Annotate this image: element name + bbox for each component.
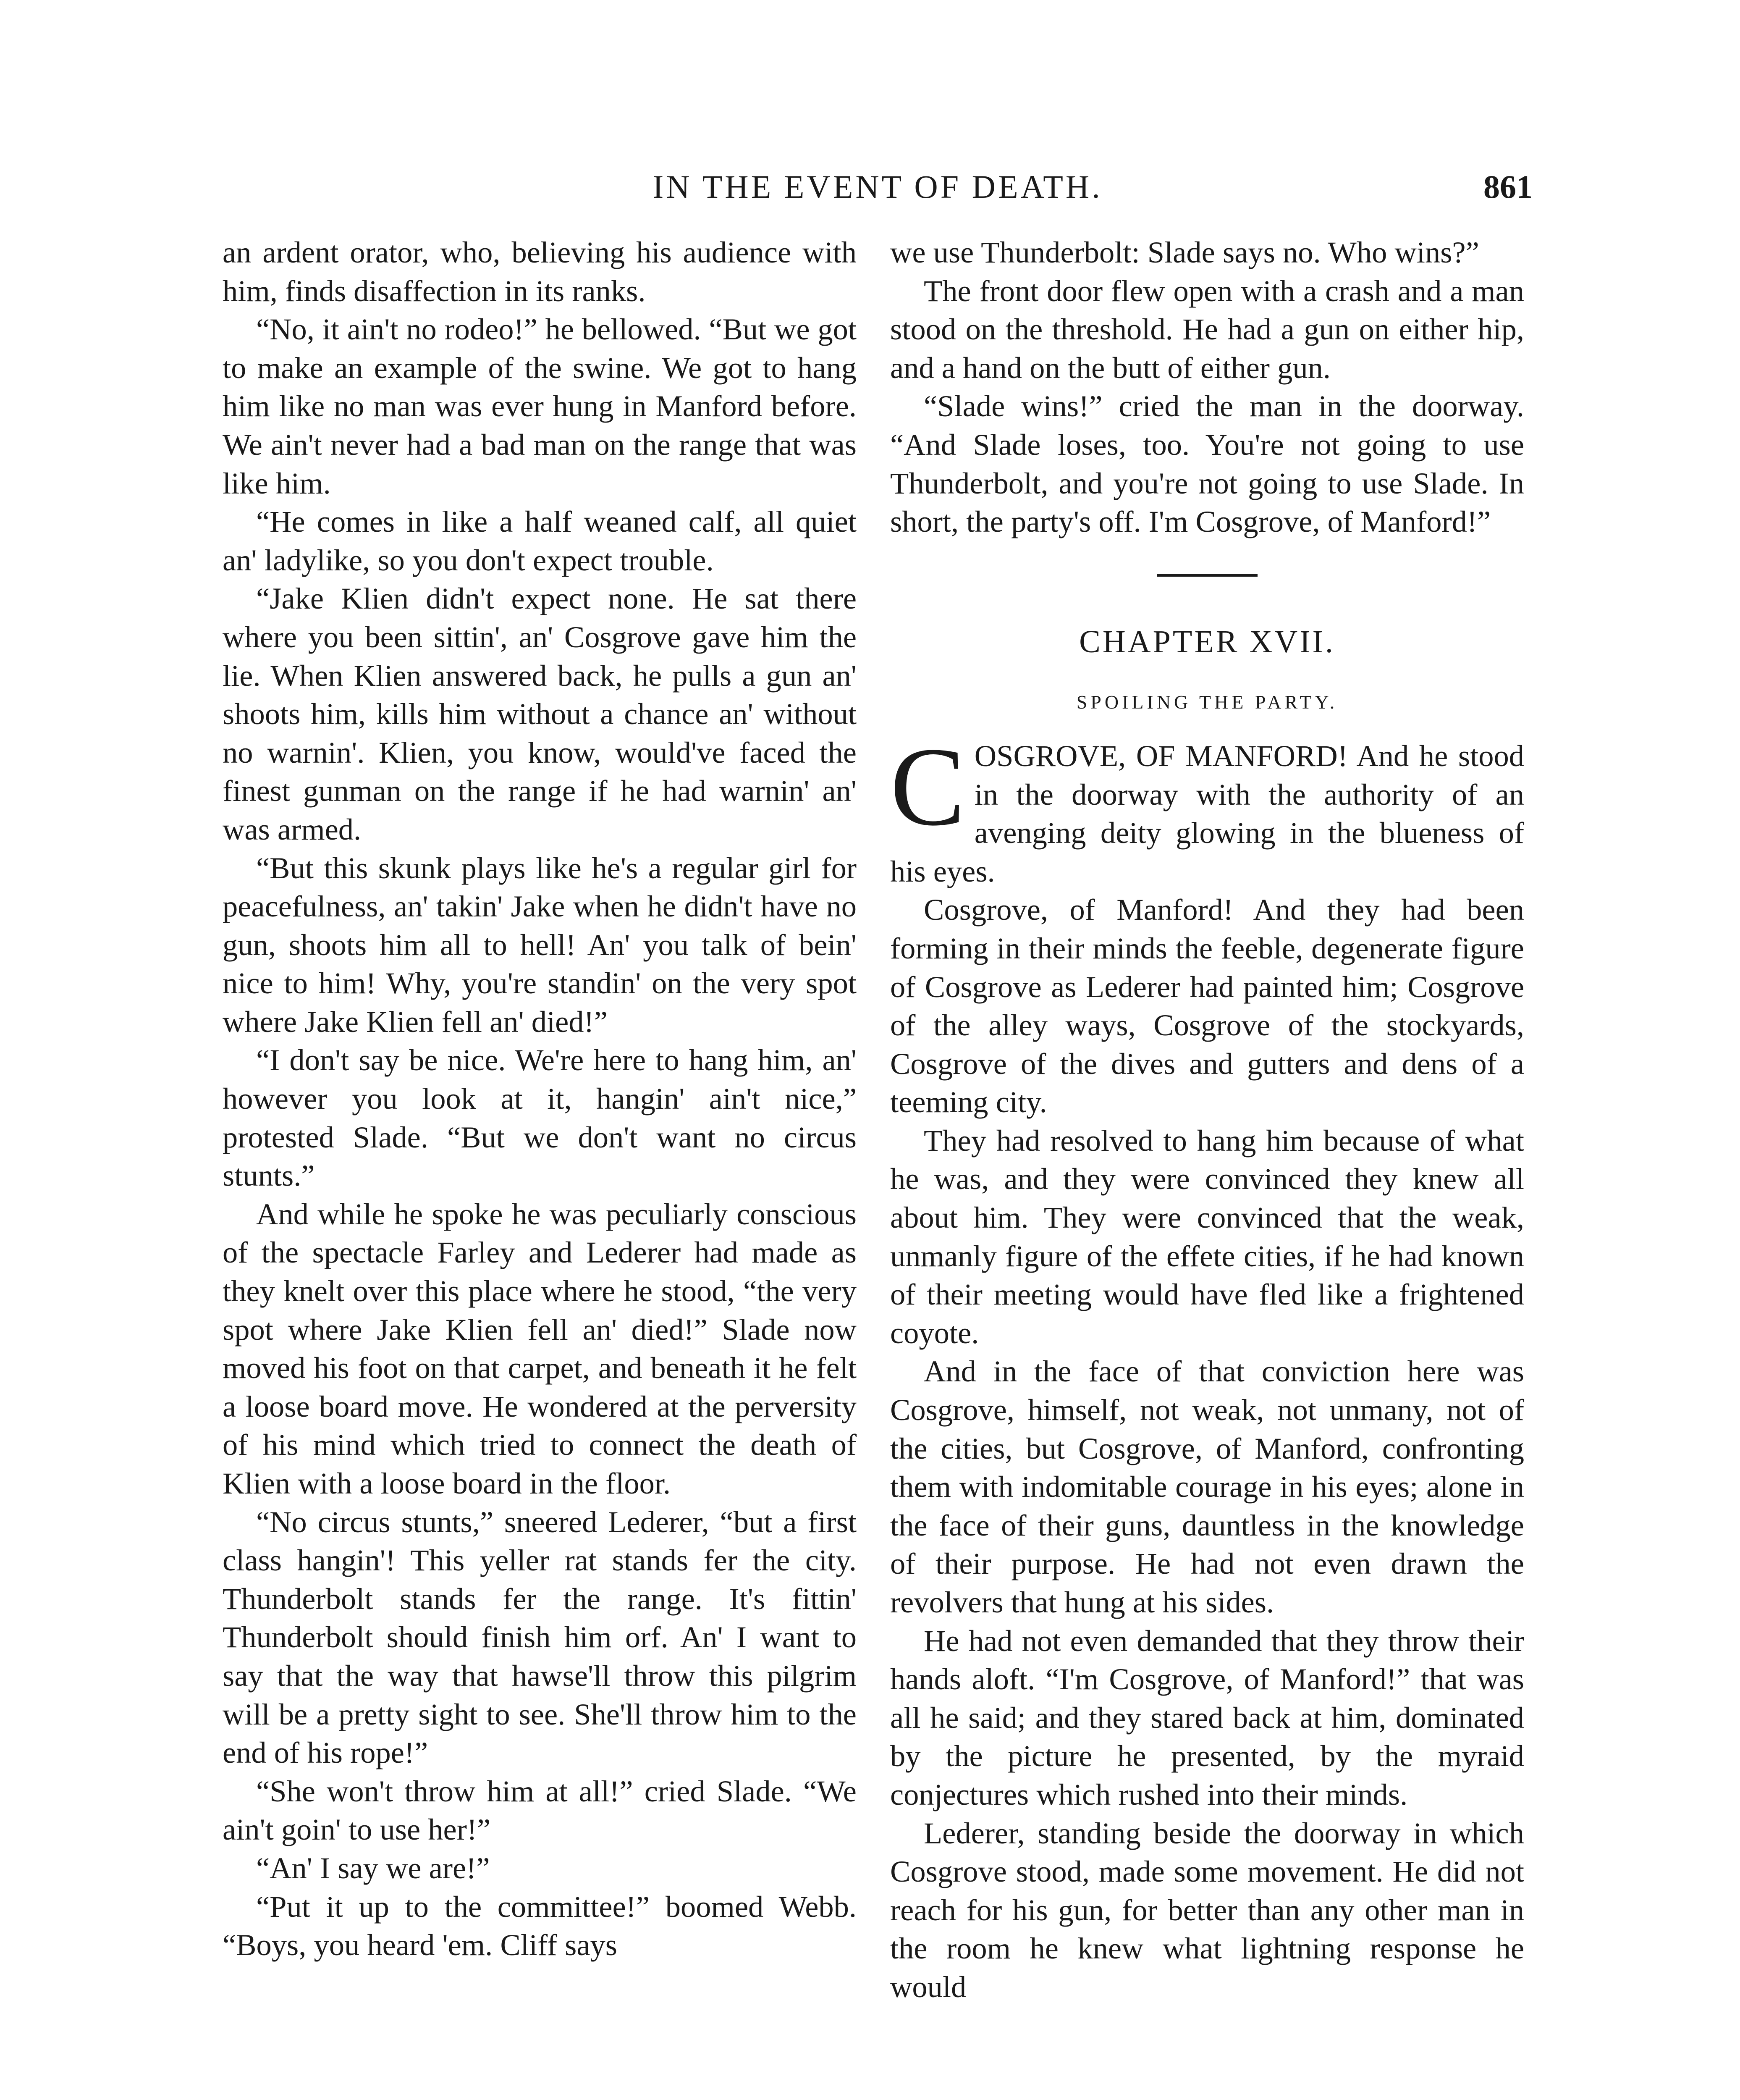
paragraph: The front door flew open with a crash and a man stood on the threshold. He had a gun on either hip, and a hand on the butt of either gun. [890,273,1524,385]
paragraph: “I don't say be nice. We're here to hang him, an' however you look at it, hangin' ain't nice,” protested Slade. “But we don't want no circus stunts.” [223,1043,857,1193]
paragraph: “Put it up to the committee!” boomed Webb. “Boys, you heard 'em. Cliff says [223,1889,857,1962]
chapter-opening-text: OSGROVE, OF MANFORD! And he stood in the doorway with the authority of an avenging deity glowing in the blueness of his eyes. [890,738,1524,888]
paragraph: They had resolved to hang him because of what he was, and they were convinced they knew all about him. They were convinced that the weak, unmanly figure of the effete cities, if he had known of their meeting would have fled like a frightened coyote. [890,1123,1524,1350]
paragraph: Cosgrove, of Manford! And they had been forming in their minds the feeble, degenerate figure of Cosgrove as Lederer had painted him; Cosgrove of the alley ways, Cosgrove of the stockyards, Cosgrove of the dives and gutters and dens of a teeming city. [890,892,1524,1119]
paragraph: an ardent orator, who, believing his audience with him, finds disaffection in its ranks. [223,235,857,308]
paragraph: “Jake Klien didn't expect none. He sat there where you been sittin', an' Cosgrove gave him the lie. When Klien answered back, he pulls a gun an' shoots him, kills him without a chance an' without no warnin'. Klien, you know, would've faced the finest gunman on the range if he had warnin' an' was armed. [223,581,857,846]
chapter-subtitle: SPOILING THE PARTY. [1076,691,1338,713]
drop-cap: C [890,724,965,849]
chapter-opening-paragraph [890,724,1524,890]
running-title: IN THE EVENT OF DEATH. [652,168,1103,205]
page-number: 861 [1483,168,1533,205]
running-header [223,168,1533,223]
paragraph: “No, it ain't no rodeo!” he bellowed. “But we got to make an example of the swine. We got to hang him like no man was ever hung in Manford before. We ain't never had a bad man on the range that was like him. [223,312,857,500]
paragraph: “But this skunk plays like he's a regular girl for peacefulness, an' takin' Jake when he didn't have no gun, shoots him all to hell! An' you talk of bein' nice to him! Why, you're standin' on the very spot where Jake Klien fell an' died!” [223,850,857,1039]
right-column [890,233,1524,2006]
paragraph: “An' I say we are!” [256,1851,490,1885]
paragraph: “No circus stunts,” sneered Lederer, “but a first class hangin'! This yeller rat stands fer the city. Thunderbolt stands fer the range. It's fittin' Thunderbolt should finish him orf. An' I want to say that the way that hawse'll throw this pilgrim will be a pretty sight to see. She'll throw him to the end of his rope!” [223,1504,857,1770]
paragraph: “He comes in like a half weaned calf, all quiet an' ladylike, so you don't expect trouble. [223,504,857,577]
paragraph: He had not even demanded that they throw their hands aloft. “I'm Cosgrove, of Manford!” that was all he said; and they stared back at him, dominated by the picture he presented, by the myraid conjectures which rushed into their minds. [890,1623,1524,1811]
left-column [223,233,857,1964]
paragraph: Lederer, standing beside the doorway in which Cosgrove stood, made some movement. He did not reach for his gun, for better than any other man in the room he knew what lightning response he would [890,1816,1524,2004]
section-divider [1157,574,1258,577]
chapter-title: CHAPTER XVII. [1079,624,1335,659]
paragraph: “She won't throw him at all!” cried Slade. “We ain't goin' to use her!” [223,1774,857,1847]
paragraph: we use Thunderbolt: Slade says no. Who wins?” [890,235,1479,269]
paragraph: “Slade wins!” cried the man in the doorway. “And Slade loses, too. You're not going to use Thunderbolt, and you're not going to use Slade. In short, the party's off. I'm Cosgrove, of Manford!” [890,389,1524,539]
paragraph: And while he spoke he was peculiarly conscious of the spectacle Farley and Lederer had made as they knelt over this place where he stood, “the very spot where Jake Klien fell an' died!” Slade now moved his foot on that carpet, and beneath it he felt a loose board move. He wondered at the perversity of his mind which tried to connect the death of Klien with a loose board in the floor. [223,1197,857,1500]
paragraph: And in the face of that conviction here was Cosgrove, himself, not weak, not unmany, not of the cities, but Cosgrove, of Manford, confronting them with indomitable courage in his eyes; alone in the face of their guns, dauntless in the knowledge of their purpose. He had not even drawn the revolvers that hung at his sides. [890,1354,1524,1619]
